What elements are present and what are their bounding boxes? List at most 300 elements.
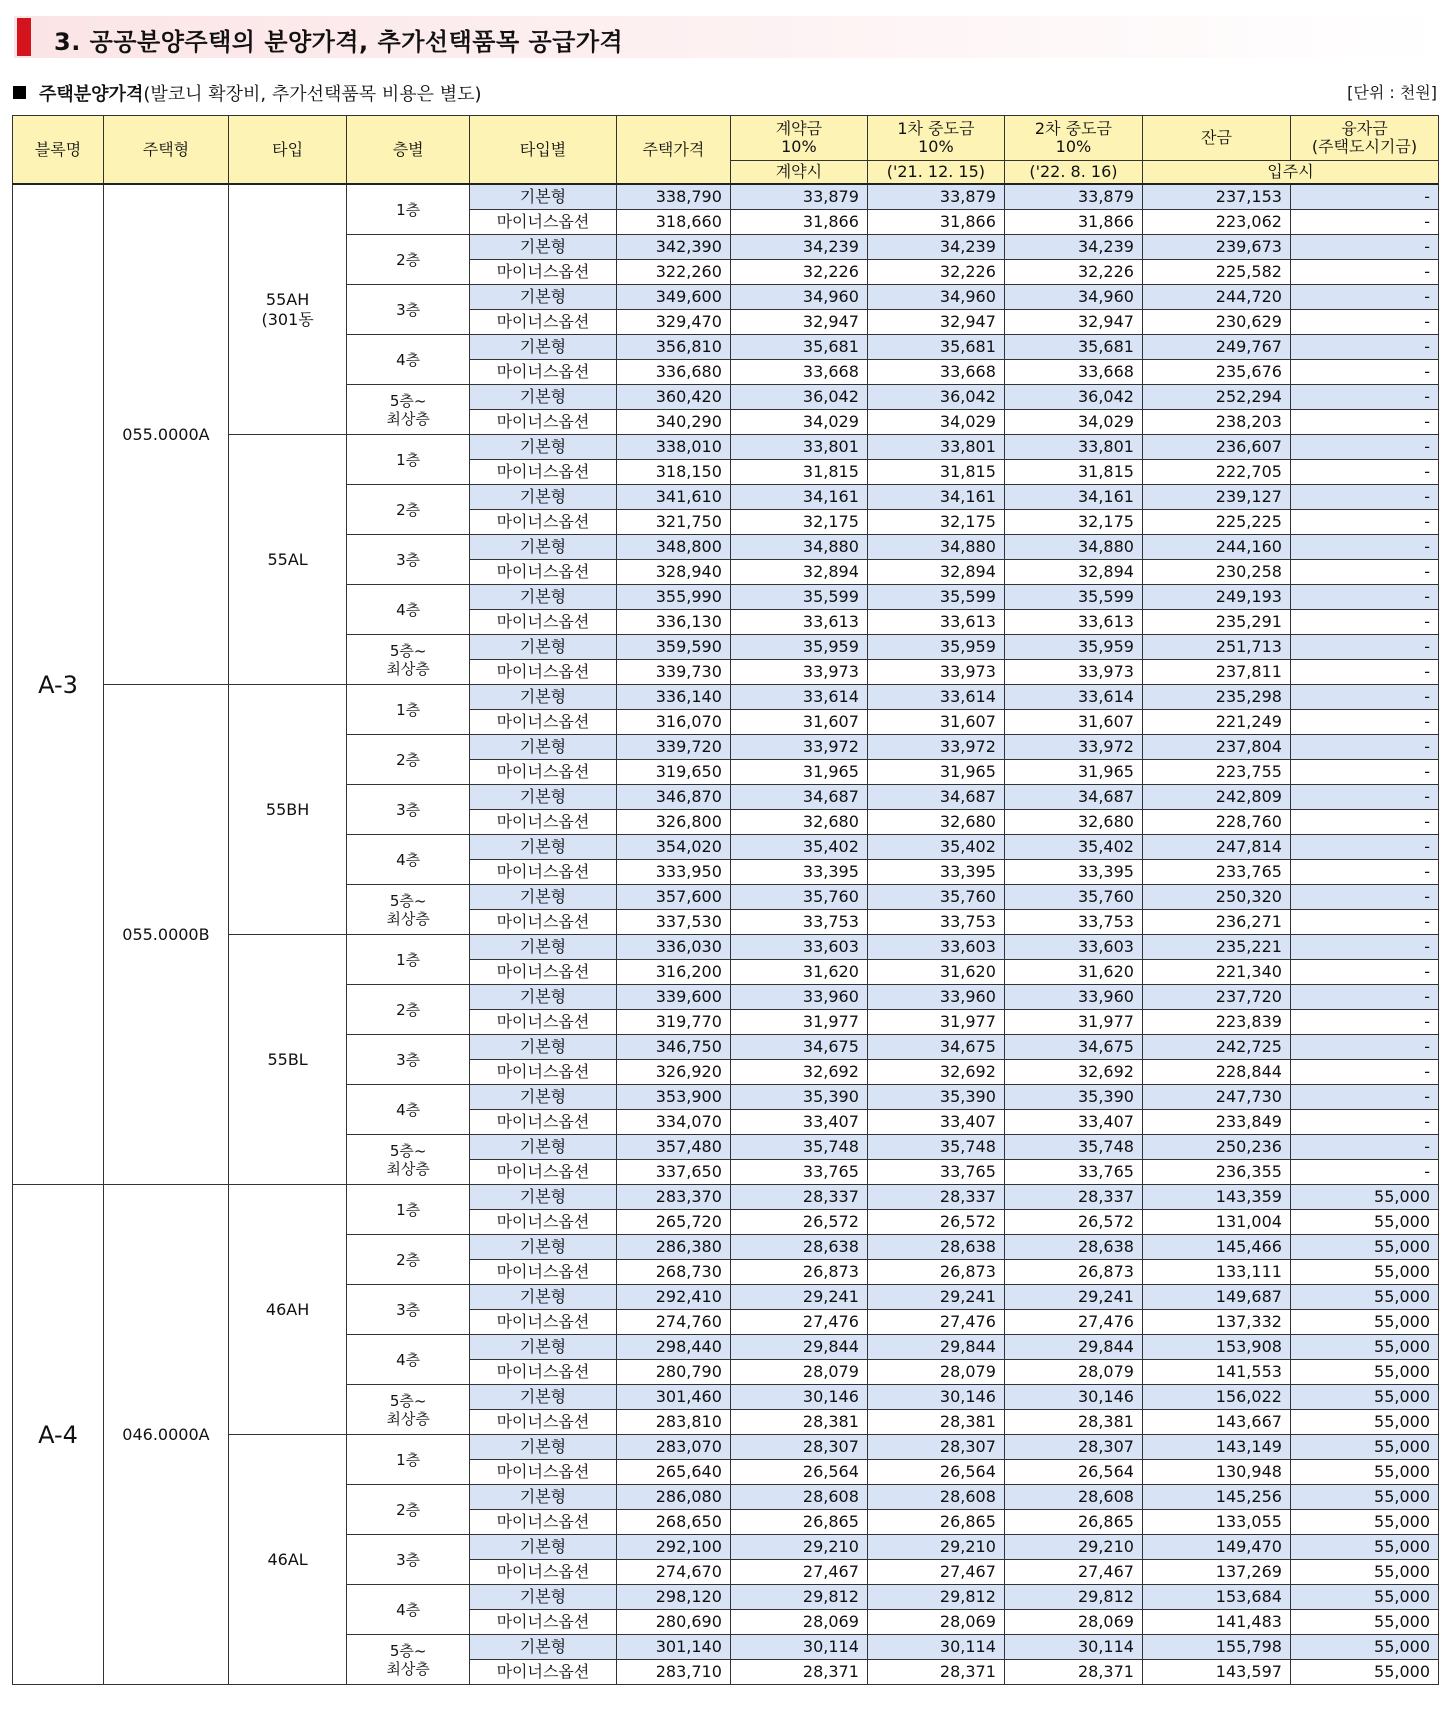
unit-label: [단위 : 천원] bbox=[1347, 83, 1437, 102]
price-cell: 348,800 bbox=[616, 535, 730, 560]
contract-cell: 26,865 bbox=[730, 1510, 867, 1535]
contract-cell: 34,687 bbox=[730, 785, 867, 810]
option-type-cell: 마이너스옵션 bbox=[470, 360, 617, 385]
mid2-cell: 33,973 bbox=[1004, 660, 1142, 685]
type-cell: 55BL bbox=[228, 935, 346, 1185]
col-subheader-contract-when: 계약시 bbox=[730, 161, 867, 185]
col-header-mid1: 1차 중도금 10% bbox=[867, 116, 1004, 161]
loan-cell: - bbox=[1290, 235, 1438, 260]
mid2-cell: 27,476 bbox=[1004, 1310, 1142, 1335]
loan-cell: - bbox=[1290, 285, 1438, 310]
option-type-cell: 마이너스옵션 bbox=[470, 1460, 617, 1485]
mid2-cell: 31,866 bbox=[1004, 210, 1142, 235]
floor-cell: 2층 bbox=[347, 1485, 470, 1535]
loan-cell: - bbox=[1290, 1010, 1438, 1035]
contract-cell: 31,815 bbox=[730, 460, 867, 485]
mid2-cell: 28,069 bbox=[1004, 1610, 1142, 1635]
contract-cell: 33,753 bbox=[730, 910, 867, 935]
mid1-cell: 33,801 bbox=[867, 435, 1004, 460]
col-header-type-by: 타입별 bbox=[470, 116, 617, 185]
balance-cell: 252,294 bbox=[1142, 385, 1290, 410]
balance-cell: 228,760 bbox=[1142, 810, 1290, 835]
option-type-cell: 기본형 bbox=[470, 1335, 617, 1360]
mid1-cell: 26,873 bbox=[867, 1260, 1004, 1285]
loan-cell: - bbox=[1290, 960, 1438, 985]
contract-cell: 29,241 bbox=[730, 1285, 867, 1310]
balance-cell: 143,597 bbox=[1142, 1660, 1290, 1685]
option-type-cell: 마이너스옵션 bbox=[470, 660, 617, 685]
loan-cell: 55,000 bbox=[1290, 1460, 1438, 1485]
mid2-cell: 35,681 bbox=[1004, 335, 1142, 360]
balance-cell: 249,193 bbox=[1142, 585, 1290, 610]
price-cell: 336,130 bbox=[616, 610, 730, 635]
contract-cell: 35,748 bbox=[730, 1135, 867, 1160]
col-header-contract: 계약금 10% bbox=[730, 116, 867, 161]
floor-cell: 1층 bbox=[347, 1435, 470, 1485]
balance-cell: 247,730 bbox=[1142, 1085, 1290, 1110]
option-type-cell: 기본형 bbox=[470, 1385, 617, 1410]
mid2-cell: 26,865 bbox=[1004, 1510, 1142, 1535]
loan-cell: - bbox=[1290, 260, 1438, 285]
price-cell: 336,140 bbox=[616, 685, 730, 710]
option-type-cell: 기본형 bbox=[470, 385, 617, 410]
mid1-cell: 33,879 bbox=[867, 184, 1004, 210]
balance-cell: 145,256 bbox=[1142, 1485, 1290, 1510]
mid1-cell: 31,965 bbox=[867, 760, 1004, 785]
price-cell: 265,640 bbox=[616, 1460, 730, 1485]
section-marker-bar bbox=[17, 18, 31, 56]
mid2-cell: 26,873 bbox=[1004, 1260, 1142, 1285]
floor-cell: 1층 bbox=[347, 1185, 470, 1235]
option-type-cell: 마이너스옵션 bbox=[470, 1060, 617, 1085]
mid2-cell: 28,381 bbox=[1004, 1410, 1142, 1435]
loan-cell: - bbox=[1290, 210, 1438, 235]
price-cell: 337,530 bbox=[616, 910, 730, 935]
loan-cell: - bbox=[1290, 985, 1438, 1010]
floor-cell: 4층 bbox=[347, 1085, 470, 1135]
loan-cell: 55,000 bbox=[1290, 1435, 1438, 1460]
mid1-cell: 33,765 bbox=[867, 1160, 1004, 1185]
contract-cell: 26,564 bbox=[730, 1460, 867, 1485]
option-type-cell: 기본형 bbox=[470, 935, 617, 960]
floor-cell: 1층 bbox=[347, 935, 470, 985]
option-type-cell: 마이너스옵션 bbox=[470, 910, 617, 935]
balance-cell: 247,814 bbox=[1142, 835, 1290, 860]
floor-cell: 3층 bbox=[347, 1535, 470, 1585]
contract-cell: 34,880 bbox=[730, 535, 867, 560]
mid1-cell: 32,175 bbox=[867, 510, 1004, 535]
loan-cell: - bbox=[1290, 735, 1438, 760]
option-type-cell: 마이너스옵션 bbox=[470, 260, 617, 285]
price-table bbox=[12, 115, 1439, 1685]
price-cell: 318,150 bbox=[616, 460, 730, 485]
mid1-cell: 32,894 bbox=[867, 560, 1004, 585]
mid2-cell: 35,402 bbox=[1004, 835, 1142, 860]
contract-cell: 31,965 bbox=[730, 760, 867, 785]
loan-cell: - bbox=[1290, 1135, 1438, 1160]
loan-cell: 55,000 bbox=[1290, 1535, 1438, 1560]
mid1-cell: 28,337 bbox=[867, 1185, 1004, 1210]
option-type-cell: 마이너스옵션 bbox=[470, 460, 617, 485]
balance-cell: 223,839 bbox=[1142, 1010, 1290, 1035]
mid2-cell: 34,675 bbox=[1004, 1035, 1142, 1060]
price-cell: 318,660 bbox=[616, 210, 730, 235]
loan-cell: - bbox=[1290, 685, 1438, 710]
loan-cell: - bbox=[1290, 460, 1438, 485]
col-header-balance: 잔금 bbox=[1142, 116, 1290, 161]
table-subtitle-text: 주택분양가격 bbox=[39, 84, 144, 105]
col-header-house-type: 주택형 bbox=[103, 116, 228, 185]
mid1-cell: 27,467 bbox=[867, 1560, 1004, 1585]
balance-cell: 236,355 bbox=[1142, 1160, 1290, 1185]
price-cell: 283,070 bbox=[616, 1435, 730, 1460]
contract-cell: 26,572 bbox=[730, 1210, 867, 1235]
contract-cell: 33,879 bbox=[730, 184, 867, 210]
price-cell: 316,200 bbox=[616, 960, 730, 985]
table-header bbox=[13, 116, 1439, 185]
mid2-cell: 32,692 bbox=[1004, 1060, 1142, 1085]
col-subheader-mid2-date: ('22. 8. 16) bbox=[1004, 161, 1142, 185]
mid2-cell: 31,977 bbox=[1004, 1010, 1142, 1035]
option-type-cell: 마이너스옵션 bbox=[470, 1610, 617, 1635]
contract-cell: 33,972 bbox=[730, 735, 867, 760]
mid2-cell: 33,801 bbox=[1004, 435, 1142, 460]
price-cell: 298,120 bbox=[616, 1585, 730, 1610]
price-cell: 283,370 bbox=[616, 1185, 730, 1210]
mid1-cell: 33,407 bbox=[867, 1110, 1004, 1135]
mid1-cell: 29,844 bbox=[867, 1335, 1004, 1360]
floor-cell: 2층 bbox=[347, 485, 470, 535]
contract-cell: 28,337 bbox=[730, 1185, 867, 1210]
loan-cell: - bbox=[1290, 535, 1438, 560]
floor-cell: 3층 bbox=[347, 535, 470, 585]
loan-cell: 55,000 bbox=[1290, 1235, 1438, 1260]
loan-cell: - bbox=[1290, 1110, 1438, 1135]
contract-cell: 35,959 bbox=[730, 635, 867, 660]
contract-cell: 33,765 bbox=[730, 1160, 867, 1185]
contract-cell: 33,603 bbox=[730, 935, 867, 960]
loan-cell: - bbox=[1290, 585, 1438, 610]
balance-cell: 242,809 bbox=[1142, 785, 1290, 810]
mid1-cell: 26,564 bbox=[867, 1460, 1004, 1485]
price-cell: 268,650 bbox=[616, 1510, 730, 1535]
col-subheader-mid1-date: ('21. 12. 15) bbox=[867, 161, 1004, 185]
mid2-cell: 33,395 bbox=[1004, 860, 1142, 885]
mid2-cell: 33,613 bbox=[1004, 610, 1142, 635]
loan-cell: 55,000 bbox=[1290, 1610, 1438, 1635]
mid2-cell: 31,965 bbox=[1004, 760, 1142, 785]
mid2-cell: 33,603 bbox=[1004, 935, 1142, 960]
contract-cell: 36,042 bbox=[730, 385, 867, 410]
mid1-cell: 33,753 bbox=[867, 910, 1004, 935]
option-type-cell: 기본형 bbox=[470, 685, 617, 710]
floor-cell: 3층 bbox=[347, 1285, 470, 1335]
balance-cell: 230,629 bbox=[1142, 310, 1290, 335]
price-cell: 326,800 bbox=[616, 810, 730, 835]
mid2-cell: 28,608 bbox=[1004, 1485, 1142, 1510]
balance-cell: 143,667 bbox=[1142, 1410, 1290, 1435]
mid1-cell: 33,668 bbox=[867, 360, 1004, 385]
mid1-cell: 31,866 bbox=[867, 210, 1004, 235]
mid1-cell: 35,599 bbox=[867, 585, 1004, 610]
mid2-cell: 29,812 bbox=[1004, 1585, 1142, 1610]
col-header-floor: 층별 bbox=[347, 116, 470, 185]
option-type-cell: 기본형 bbox=[470, 235, 617, 260]
balance-cell: 238,203 bbox=[1142, 410, 1290, 435]
mid1-cell: 31,620 bbox=[867, 960, 1004, 985]
mid2-cell: 33,407 bbox=[1004, 1110, 1142, 1135]
option-type-cell: 마이너스옵션 bbox=[470, 1110, 617, 1135]
loan-cell: - bbox=[1290, 935, 1438, 960]
loan-cell: - bbox=[1290, 785, 1438, 810]
option-type-cell: 마이너스옵션 bbox=[470, 610, 617, 635]
balance-cell: 130,948 bbox=[1142, 1460, 1290, 1485]
contract-cell: 33,614 bbox=[730, 685, 867, 710]
mid2-cell: 32,680 bbox=[1004, 810, 1142, 835]
price-cell: 326,920 bbox=[616, 1060, 730, 1085]
option-type-cell: 마이너스옵션 bbox=[470, 310, 617, 335]
col-header-loan: 융자금 (주택도시기금) bbox=[1290, 116, 1438, 161]
balance-cell: 233,765 bbox=[1142, 860, 1290, 885]
col-header-mid2: 2차 중도금 10% bbox=[1004, 116, 1142, 161]
price-cell: 321,750 bbox=[616, 510, 730, 535]
option-type-cell: 마이너스옵션 bbox=[470, 410, 617, 435]
price-cell: 342,390 bbox=[616, 235, 730, 260]
price-cell: 292,100 bbox=[616, 1535, 730, 1560]
mid2-cell: 28,307 bbox=[1004, 1435, 1142, 1460]
option-type-cell: 마이너스옵션 bbox=[470, 1660, 617, 1685]
contract-cell: 32,680 bbox=[730, 810, 867, 835]
mid1-cell: 35,390 bbox=[867, 1085, 1004, 1110]
mid2-cell: 28,079 bbox=[1004, 1360, 1142, 1385]
loan-cell: - bbox=[1290, 1060, 1438, 1085]
contract-cell: 31,607 bbox=[730, 710, 867, 735]
mid1-cell: 33,613 bbox=[867, 610, 1004, 635]
price-cell: 336,030 bbox=[616, 935, 730, 960]
price-cell: 353,900 bbox=[616, 1085, 730, 1110]
mid2-cell: 34,161 bbox=[1004, 485, 1142, 510]
loan-cell: - bbox=[1290, 885, 1438, 910]
mid2-cell: 29,844 bbox=[1004, 1335, 1142, 1360]
mid1-cell: 29,210 bbox=[867, 1535, 1004, 1560]
mid1-cell: 33,972 bbox=[867, 735, 1004, 760]
contract-cell: 34,161 bbox=[730, 485, 867, 510]
balance-cell: 251,713 bbox=[1142, 635, 1290, 660]
price-cell: 360,420 bbox=[616, 385, 730, 410]
contract-cell: 29,210 bbox=[730, 1535, 867, 1560]
table-body bbox=[13, 184, 1439, 1685]
price-cell: 268,730 bbox=[616, 1260, 730, 1285]
option-type-cell: 기본형 bbox=[470, 985, 617, 1010]
floor-cell: 2층 bbox=[347, 235, 470, 285]
mid2-cell: 33,972 bbox=[1004, 735, 1142, 760]
table-row bbox=[13, 1185, 1439, 1210]
option-type-cell: 기본형 bbox=[470, 585, 617, 610]
square-bullet-icon bbox=[13, 86, 26, 99]
price-cell: 319,650 bbox=[616, 760, 730, 785]
floor-cell: 5층~ 최상층 bbox=[347, 885, 470, 935]
section-header bbox=[14, 16, 1440, 58]
balance-cell: 221,249 bbox=[1142, 710, 1290, 735]
balance-cell: 233,849 bbox=[1142, 1110, 1290, 1135]
mid2-cell: 30,146 bbox=[1004, 1385, 1142, 1410]
mid2-cell: 28,638 bbox=[1004, 1235, 1142, 1260]
price-cell: 274,670 bbox=[616, 1560, 730, 1585]
contract-cell: 28,381 bbox=[730, 1410, 867, 1435]
price-cell: 280,690 bbox=[616, 1610, 730, 1635]
mid1-cell: 35,681 bbox=[867, 335, 1004, 360]
balance-cell: 149,470 bbox=[1142, 1535, 1290, 1560]
contract-cell: 30,114 bbox=[730, 1635, 867, 1660]
option-type-cell: 기본형 bbox=[470, 1085, 617, 1110]
balance-cell: 225,582 bbox=[1142, 260, 1290, 285]
balance-cell: 249,767 bbox=[1142, 335, 1290, 360]
floor-cell: 4층 bbox=[347, 1585, 470, 1635]
mid1-cell: 28,381 bbox=[867, 1410, 1004, 1435]
balance-cell: 250,236 bbox=[1142, 1135, 1290, 1160]
contract-cell: 34,960 bbox=[730, 285, 867, 310]
option-type-cell: 마이너스옵션 bbox=[470, 1560, 617, 1585]
type-cell: 55AH (301동 bbox=[228, 184, 346, 435]
balance-cell: 235,676 bbox=[1142, 360, 1290, 385]
balance-cell: 143,359 bbox=[1142, 1185, 1290, 1210]
price-cell: 338,790 bbox=[616, 184, 730, 210]
balance-cell: 228,844 bbox=[1142, 1060, 1290, 1085]
mid1-cell: 31,607 bbox=[867, 710, 1004, 735]
mid2-cell: 35,760 bbox=[1004, 885, 1142, 910]
mid2-cell: 26,564 bbox=[1004, 1460, 1142, 1485]
floor-cell: 5층~ 최상층 bbox=[347, 635, 470, 685]
loan-cell: - bbox=[1290, 1085, 1438, 1110]
mid1-cell: 30,146 bbox=[867, 1385, 1004, 1410]
mid1-cell: 30,114 bbox=[867, 1635, 1004, 1660]
col-subheader-moving-in: 입주시 bbox=[1142, 161, 1438, 185]
loan-cell: 55,000 bbox=[1290, 1260, 1438, 1285]
balance-cell: 137,269 bbox=[1142, 1560, 1290, 1585]
floor-cell: 3층 bbox=[347, 1035, 470, 1085]
price-cell: 357,600 bbox=[616, 885, 730, 910]
option-type-cell: 기본형 bbox=[470, 1585, 617, 1610]
option-type-cell: 기본형 bbox=[470, 885, 617, 910]
price-cell: 346,870 bbox=[616, 785, 730, 810]
price-cell: 329,470 bbox=[616, 310, 730, 335]
loan-cell: - bbox=[1290, 860, 1438, 885]
price-cell: 339,720 bbox=[616, 735, 730, 760]
loan-cell: - bbox=[1290, 1160, 1438, 1185]
mid2-cell: 35,748 bbox=[1004, 1135, 1142, 1160]
balance-cell: 155,798 bbox=[1142, 1635, 1290, 1660]
mid2-cell: 36,042 bbox=[1004, 385, 1142, 410]
contract-cell: 32,226 bbox=[730, 260, 867, 285]
loan-cell: - bbox=[1290, 184, 1438, 210]
price-cell: 346,750 bbox=[616, 1035, 730, 1060]
floor-cell: 2층 bbox=[347, 735, 470, 785]
price-cell: 283,810 bbox=[616, 1410, 730, 1435]
mid1-cell: 35,402 bbox=[867, 835, 1004, 860]
mid2-cell: 33,879 bbox=[1004, 184, 1142, 210]
contract-cell: 29,844 bbox=[730, 1335, 867, 1360]
type-cell: 55AL bbox=[228, 435, 346, 685]
price-cell: 274,760 bbox=[616, 1310, 730, 1335]
balance-cell: 133,111 bbox=[1142, 1260, 1290, 1285]
price-cell: 356,810 bbox=[616, 335, 730, 360]
mid1-cell: 29,241 bbox=[867, 1285, 1004, 1310]
loan-cell: - bbox=[1290, 610, 1438, 635]
balance-cell: 145,466 bbox=[1142, 1235, 1290, 1260]
mid1-cell: 34,880 bbox=[867, 535, 1004, 560]
mid2-cell: 32,226 bbox=[1004, 260, 1142, 285]
loan-cell: 55,000 bbox=[1290, 1310, 1438, 1335]
price-cell: 341,610 bbox=[616, 485, 730, 510]
mid1-cell: 27,476 bbox=[867, 1310, 1004, 1335]
table-row bbox=[13, 685, 1439, 710]
balance-cell: 237,804 bbox=[1142, 735, 1290, 760]
mid1-cell: 34,687 bbox=[867, 785, 1004, 810]
option-type-cell: 기본형 bbox=[470, 1235, 617, 1260]
balance-cell: 133,055 bbox=[1142, 1510, 1290, 1535]
loan-cell: 55,000 bbox=[1290, 1660, 1438, 1685]
balance-cell: 250,320 bbox=[1142, 885, 1290, 910]
table-subtitle bbox=[39, 80, 482, 106]
option-type-cell: 마이너스옵션 bbox=[470, 1260, 617, 1285]
section-title: 3. 공공분양주택의 분양가격, 추가선택품목 공급가격 bbox=[54, 28, 624, 56]
price-cell: 354,020 bbox=[616, 835, 730, 860]
block-name-cell: A-4 bbox=[13, 1185, 104, 1685]
balance-cell: 244,720 bbox=[1142, 285, 1290, 310]
contract-cell: 28,079 bbox=[730, 1360, 867, 1385]
loan-cell: - bbox=[1290, 410, 1438, 435]
floor-cell: 1층 bbox=[347, 435, 470, 485]
type-cell: 46AL bbox=[228, 1435, 346, 1685]
floor-cell: 5층~ 최상층 bbox=[347, 1635, 470, 1685]
contract-cell: 33,407 bbox=[730, 1110, 867, 1135]
contract-cell: 33,801 bbox=[730, 435, 867, 460]
mid2-cell: 27,467 bbox=[1004, 1560, 1142, 1585]
price-cell: 359,590 bbox=[616, 635, 730, 660]
contract-cell: 26,873 bbox=[730, 1260, 867, 1285]
loan-cell: - bbox=[1290, 710, 1438, 735]
price-cell: 283,710 bbox=[616, 1660, 730, 1685]
option-type-cell: 마이너스옵션 bbox=[470, 210, 617, 235]
price-cell: 339,730 bbox=[616, 660, 730, 685]
loan-cell: - bbox=[1290, 835, 1438, 860]
price-cell: 292,410 bbox=[616, 1285, 730, 1310]
option-type-cell: 마이너스옵션 bbox=[470, 1410, 617, 1435]
mid2-cell: 35,959 bbox=[1004, 635, 1142, 660]
mid2-cell: 30,114 bbox=[1004, 1635, 1142, 1660]
option-type-cell: 기본형 bbox=[470, 485, 617, 510]
contract-cell: 31,866 bbox=[730, 210, 867, 235]
mid2-cell: 33,960 bbox=[1004, 985, 1142, 1010]
balance-cell: 239,673 bbox=[1142, 235, 1290, 260]
floor-cell: 3층 bbox=[347, 285, 470, 335]
option-type-cell: 마이너스옵션 bbox=[470, 1360, 617, 1385]
contract-cell: 31,977 bbox=[730, 1010, 867, 1035]
house-type-cell: 055.0000A bbox=[103, 184, 228, 685]
balance-cell: 242,725 bbox=[1142, 1035, 1290, 1060]
contract-cell: 34,675 bbox=[730, 1035, 867, 1060]
type-cell: 55BH bbox=[228, 685, 346, 935]
loan-cell: 55,000 bbox=[1290, 1635, 1438, 1660]
mid1-cell: 33,960 bbox=[867, 985, 1004, 1010]
contract-cell: 28,307 bbox=[730, 1435, 867, 1460]
table-row bbox=[13, 184, 1439, 210]
mid1-cell: 28,079 bbox=[867, 1360, 1004, 1385]
mid1-cell: 35,748 bbox=[867, 1135, 1004, 1160]
option-type-cell: 기본형 bbox=[470, 1435, 617, 1460]
loan-cell: - bbox=[1290, 485, 1438, 510]
option-type-cell: 마이너스옵션 bbox=[470, 1160, 617, 1185]
